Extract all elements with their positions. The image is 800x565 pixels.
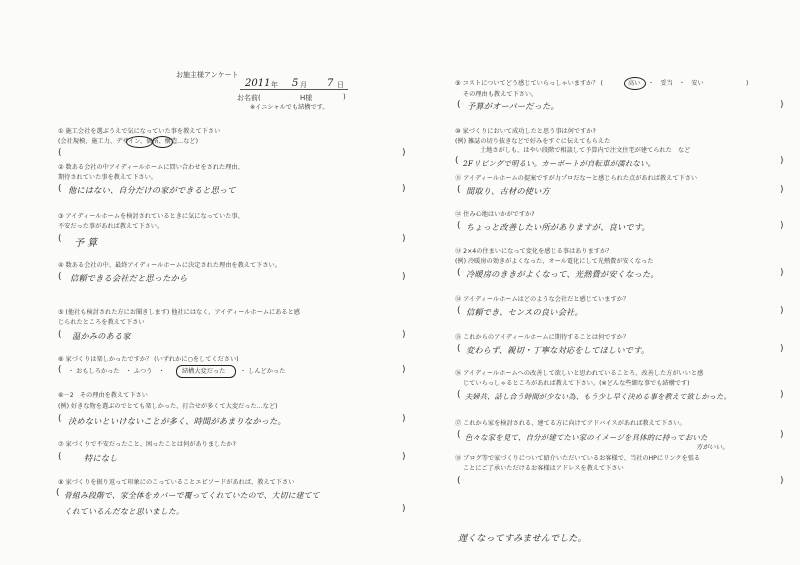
q1-price-circle xyxy=(152,136,173,148)
q15-paren-open: ( xyxy=(457,344,461,354)
q14-paren-open: ( xyxy=(457,306,461,316)
q9-line1: ⑨ コストについてどう感じていらっしゃいますか？ ( xyxy=(455,80,603,87)
q18-paren-close: ) xyxy=(780,476,784,486)
q12-answer: ちょっと改善したい所がありますが、良いです。 xyxy=(466,222,650,232)
q13-answer: 冷暖房のききがよくなって、光熱費が安くなった。 xyxy=(466,269,659,279)
date-day: 7 xyxy=(327,78,334,89)
q9-line2: その理由も教えて下さい。 xyxy=(463,91,538,98)
closing-note: 遅くなってすみませんでした。 xyxy=(458,534,587,544)
q8-answer-line2: くれているんだなと思いました。 xyxy=(64,507,184,516)
q10-line1: ⑩ 家づくりにおいて成功したと思う事は何ですか? xyxy=(455,128,596,135)
q8-answer-line1: 骨組み段階で、家全体をカバーで覆ってくれていたので、大切に建てて xyxy=(64,491,320,500)
q5-answer: 温かみのある家 xyxy=(72,331,131,341)
q13-line1: ⑬ 2×4の住まいになって変化を感じる事はありますか？ xyxy=(455,248,613,255)
q6-options-suffix: ・ しんどかった xyxy=(240,368,286,375)
q14-answer: 信頼でき、センスの良い会社。 xyxy=(466,307,583,317)
q6-2-paren-close: ) xyxy=(402,414,406,424)
q1-paren-open: ( xyxy=(58,148,62,158)
q6-2-answer: 決めないといけないことが多く、時間があまりなかった。 xyxy=(68,416,286,426)
q17-answer-note: 方がいい。 xyxy=(696,443,729,451)
q5-paren-close: ) xyxy=(402,330,406,340)
q12-paren-open: ( xyxy=(457,221,461,231)
q12-paren-close: ) xyxy=(780,221,784,231)
q11-line1: ⑪ アイディールホームの提案ですが力プロだなーと感じられた点があれば教えて下さい xyxy=(455,175,698,182)
q12-line1: ⑫ 住み心地はいかがですか? xyxy=(455,211,535,218)
q2-line2: 期待されていた事を教えて下さい。 xyxy=(58,174,157,181)
q3-paren-open: ( xyxy=(58,234,62,244)
q7-line1: ⑦ 家づくりで不安だったこと、困ったことは何がありましたか? xyxy=(58,441,236,448)
q5-line2: じられたところを教えて下さい xyxy=(58,319,145,326)
q9-answer: 予算がオーバーだった。 xyxy=(467,101,559,111)
q3-line2: 不安だった事があれば教えて下さい。 xyxy=(58,223,164,230)
q8-line1: ⑧ 家づくりを振り返って印象にのこっていることエピソードがあれば、教えて下さい xyxy=(58,479,295,486)
q10-line3: 土地さがしも、はやい段階で相談して予算内で注文住宅が建てられた など xyxy=(480,147,691,154)
q15-paren-close: ) xyxy=(780,344,784,354)
q1-text: ① 施工会社を選ぶうえで気になっていた事を教えて下さい xyxy=(58,128,221,135)
q6-paren-open: ( xyxy=(58,365,62,375)
q7-answer: 特になし xyxy=(84,453,118,463)
q6-paren-close: ) xyxy=(402,365,406,375)
q9-options-rest: ・ 妥当 ・ 安い xyxy=(648,80,704,87)
q6-options-prefix: ・ おもしろかった ・ ふつう ・ xyxy=(68,368,165,375)
date-underline xyxy=(240,89,348,90)
q5-paren-open: ( xyxy=(58,330,62,340)
q4-paren-close: ) xyxy=(402,272,406,282)
q1-options: (会社規模、施工力、デザイン、価格、構造…など) xyxy=(58,138,199,145)
q9-selection-circle xyxy=(624,77,646,90)
q16-answer: 夫婦共、話し合う時間が少ない為、もう少し早く決める事を教えて欲しかった。 xyxy=(465,392,731,401)
name-label: お名前( xyxy=(237,94,261,102)
q17-line1: ⑰ これから家を検討される、建てる方に向けてアドバイスがあれば教えて下さい。 xyxy=(455,420,686,427)
q6-2-paren-open: ( xyxy=(58,414,62,424)
q4-line1: ④ 数ある会社の中、最終アイディールホームに決定された理由を教えて下さい。 xyxy=(58,262,281,269)
q18-line1: ⑱ ブログ等で家づくりについて紹介いただいているお客様で、当社のHPにリンクを張る xyxy=(455,455,701,462)
q13-line2: (例) 冷暖房の効きがよくなった、オール電化にして光熱費が安くなった xyxy=(455,258,654,265)
q10-paren-open: ( xyxy=(455,156,459,166)
q3-paren-close: ) xyxy=(402,234,406,244)
q16-paren-open: ( xyxy=(457,390,461,400)
q10-paren-close: ) xyxy=(780,156,784,166)
date-year: 2011 xyxy=(245,78,271,89)
q6-selection-circle xyxy=(176,365,236,378)
q6-option-selected: 結構大変だった xyxy=(182,368,226,375)
q18-line2: ことにご了承いただけるお客様はアドレスを教えて下さい xyxy=(463,465,624,472)
q11-paren-open: ( xyxy=(457,185,461,195)
q7-paren-open: ( xyxy=(58,452,62,462)
q8-paren-open: ( xyxy=(56,488,60,498)
date-month: 5 xyxy=(292,78,299,89)
q17-paren-close: ) xyxy=(780,430,784,440)
survey-title: お施主様アンケート xyxy=(176,71,239,79)
q1-design-circle xyxy=(126,136,153,148)
q6-2-line2: (例) 好きな物を選ぶのでとても楽しかった、打合せが多くて大変だった…など) xyxy=(58,403,278,410)
q2-paren-close: ) xyxy=(402,184,406,194)
q16-line2: じていらっしゃるところがあれば教えて下さい。(※どんな些細な事でも結構です) xyxy=(463,380,690,387)
q9-option-high: 高い xyxy=(628,80,641,87)
q6-2-line1: ⑥－2 その理由を教えて下さい xyxy=(58,392,148,399)
q2-paren-open: ( xyxy=(58,184,62,194)
q13-paren-close: ) xyxy=(780,268,784,278)
initial-note: ※イニシャルでも結構です。 xyxy=(250,104,329,111)
q9-paren-open: ( xyxy=(457,100,461,110)
q17-paren-open: ( xyxy=(457,430,461,440)
q14-line1: ⑭ アイディールホームはどのような会社だと感じていますか？ xyxy=(455,296,630,303)
q18-paren-open: ( xyxy=(457,476,461,486)
q4-paren-open: ( xyxy=(58,272,62,282)
q11-answer: 間取り、古材の使い方 xyxy=(466,186,550,196)
date-year-unit: 年 xyxy=(271,81,278,89)
q3-line1: ③ アイディールホームを検討されているときに気になっていた事、 xyxy=(58,213,244,220)
q9-options-close: ) xyxy=(746,80,749,87)
q5-line1: ⑤ (他社も検討された方にお聞きします) 他社にはなく、アイディールホームにあると感 xyxy=(58,309,300,316)
q11-paren-close: ) xyxy=(780,185,784,195)
q16-paren-close: ) xyxy=(780,390,784,400)
name-close: ) xyxy=(343,93,346,101)
q6-line1: ⑥ 家づくりは楽しかったですか？ (いずれかに○をしてください) xyxy=(58,356,239,363)
q9-paren-close: ) xyxy=(780,100,784,110)
q1-paren-close: ) xyxy=(402,148,406,158)
date-day-unit: 日 xyxy=(337,81,344,89)
q13-paren-open: ( xyxy=(457,268,461,278)
q15-answer: 変わらず、親切・丁寧な対応をしてほしいです。 xyxy=(466,345,650,355)
q10-line2: (例) 雑誌の切り抜きなどで好みをすぐに伝えてもらえた xyxy=(455,138,611,145)
q10-answer: 2Fリビングで明るい。カーポートが自転車が濡れない。 xyxy=(463,159,656,168)
q14-paren-close: ) xyxy=(780,306,784,316)
q8-paren-close: ) xyxy=(402,504,406,514)
q2-answer: 他にはない、自分だけの家ができると思って xyxy=(68,185,236,195)
name-value: H様 xyxy=(300,94,313,102)
q3-answer: 予 算 xyxy=(74,238,98,249)
q2-line1: ② 数ある会社の中アイディールホームに問い合わせをされた理由、 xyxy=(58,164,244,171)
q15-line1: ⑮ これからのアイディールホームに期待することは何ですか？ xyxy=(455,334,630,341)
q17-answer: 色々な家を見て、自分が建てたい家のイメージを具体的に持っておいた xyxy=(465,433,708,442)
q16-line1: ⑯ アイディールホームへの改善して欲しいと思われていることろ、改善した方がいいと感 xyxy=(455,370,704,377)
q4-answer: 信頼できる会社だと思ったから xyxy=(70,273,188,283)
q7-paren-close: ) xyxy=(402,452,406,462)
date-month-unit: 月 xyxy=(300,81,307,89)
